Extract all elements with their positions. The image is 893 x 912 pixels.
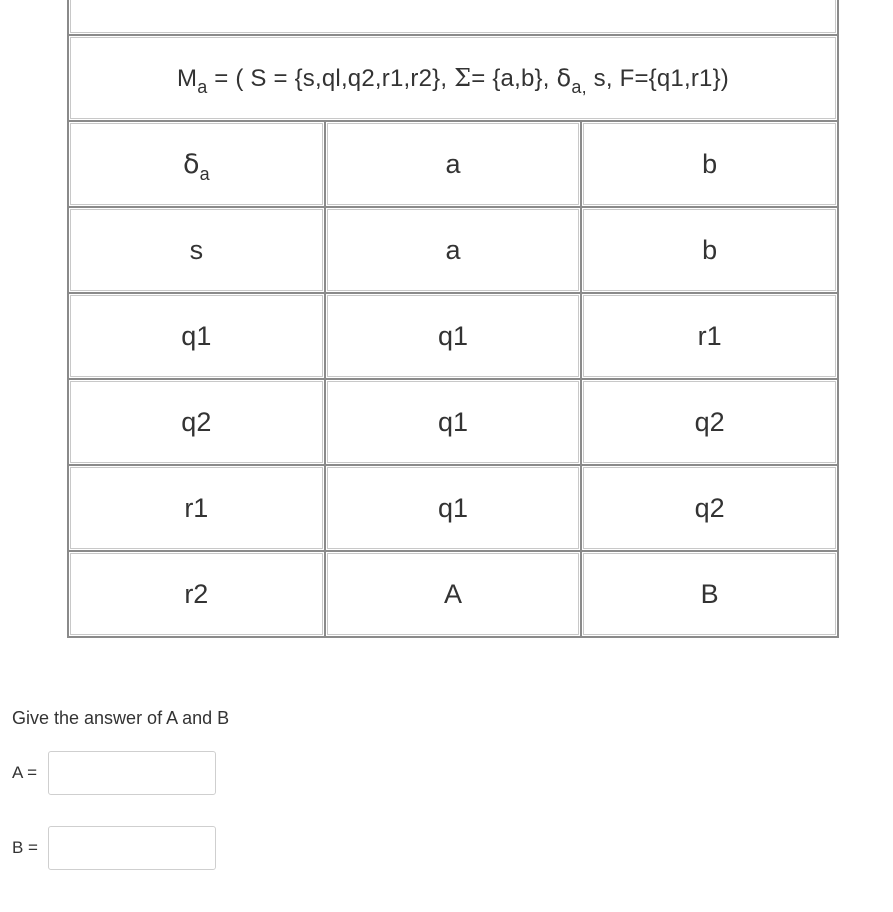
delta-subscript: a, <box>571 76 587 97</box>
answer-b-input[interactable] <box>48 826 216 870</box>
table-title-row <box>68 35 838 121</box>
table-header-row <box>68 121 838 207</box>
table-row <box>68 465 838 551</box>
answer-a-label: A = <box>12 763 38 782</box>
answer-b-label: B = <box>12 838 38 857</box>
answer-a-row <box>12 751 216 795</box>
answer-a-input[interactable] <box>48 751 216 795</box>
row-a-cell: a <box>325 207 582 293</box>
row-state-cell: q2 <box>68 379 325 465</box>
row-a-cell: q1 <box>325 293 582 379</box>
row-a-cell: q1 <box>325 465 582 551</box>
transition-table <box>67 0 839 638</box>
table-row <box>68 293 838 379</box>
row-b-cell: q2 <box>581 465 838 551</box>
table-row <box>68 551 838 637</box>
header-col-b: b <box>581 121 838 207</box>
header-delta-subscript: a <box>199 163 210 184</box>
row-state-cell: r1 <box>68 465 325 551</box>
sigma-symbol: Σ <box>454 63 472 92</box>
alphabet-definition: = {a,b}, <box>471 64 557 92</box>
row-b-cell: q2 <box>581 379 838 465</box>
table-top-cell <box>68 0 838 35</box>
states-definition: = ( S = {s,ql,q2,r1,r2}, <box>207 64 455 92</box>
machine-name: M <box>176 64 198 92</box>
row-a-cell: q1 <box>325 379 582 465</box>
row-b-cell: B <box>581 551 838 637</box>
start-final-definition: s, F={q1,r1}) <box>586 64 729 92</box>
row-state-cell: r2 <box>68 551 325 637</box>
row-b-cell: b <box>581 207 838 293</box>
header-col-a: a <box>325 121 582 207</box>
answer-b-row <box>12 826 216 870</box>
header-delta-symbol: δ <box>183 148 200 180</box>
machine-definition-cell <box>68 35 838 121</box>
delta-symbol: δ <box>556 63 572 92</box>
row-a-cell: A <box>325 551 582 637</box>
transition-table-wrapper <box>67 0 839 638</box>
table-row <box>68 207 838 293</box>
machine-definition <box>176 63 729 97</box>
row-b-cell: r1 <box>581 293 838 379</box>
row-state-cell: q1 <box>68 293 325 379</box>
table-top-row <box>68 0 838 35</box>
row-state-cell: s <box>68 207 325 293</box>
header-delta-cell <box>68 121 325 207</box>
machine-name-subscript: a <box>197 76 208 97</box>
question-prompt: Give the answer of A and B <box>12 708 230 728</box>
table-row <box>68 379 838 465</box>
